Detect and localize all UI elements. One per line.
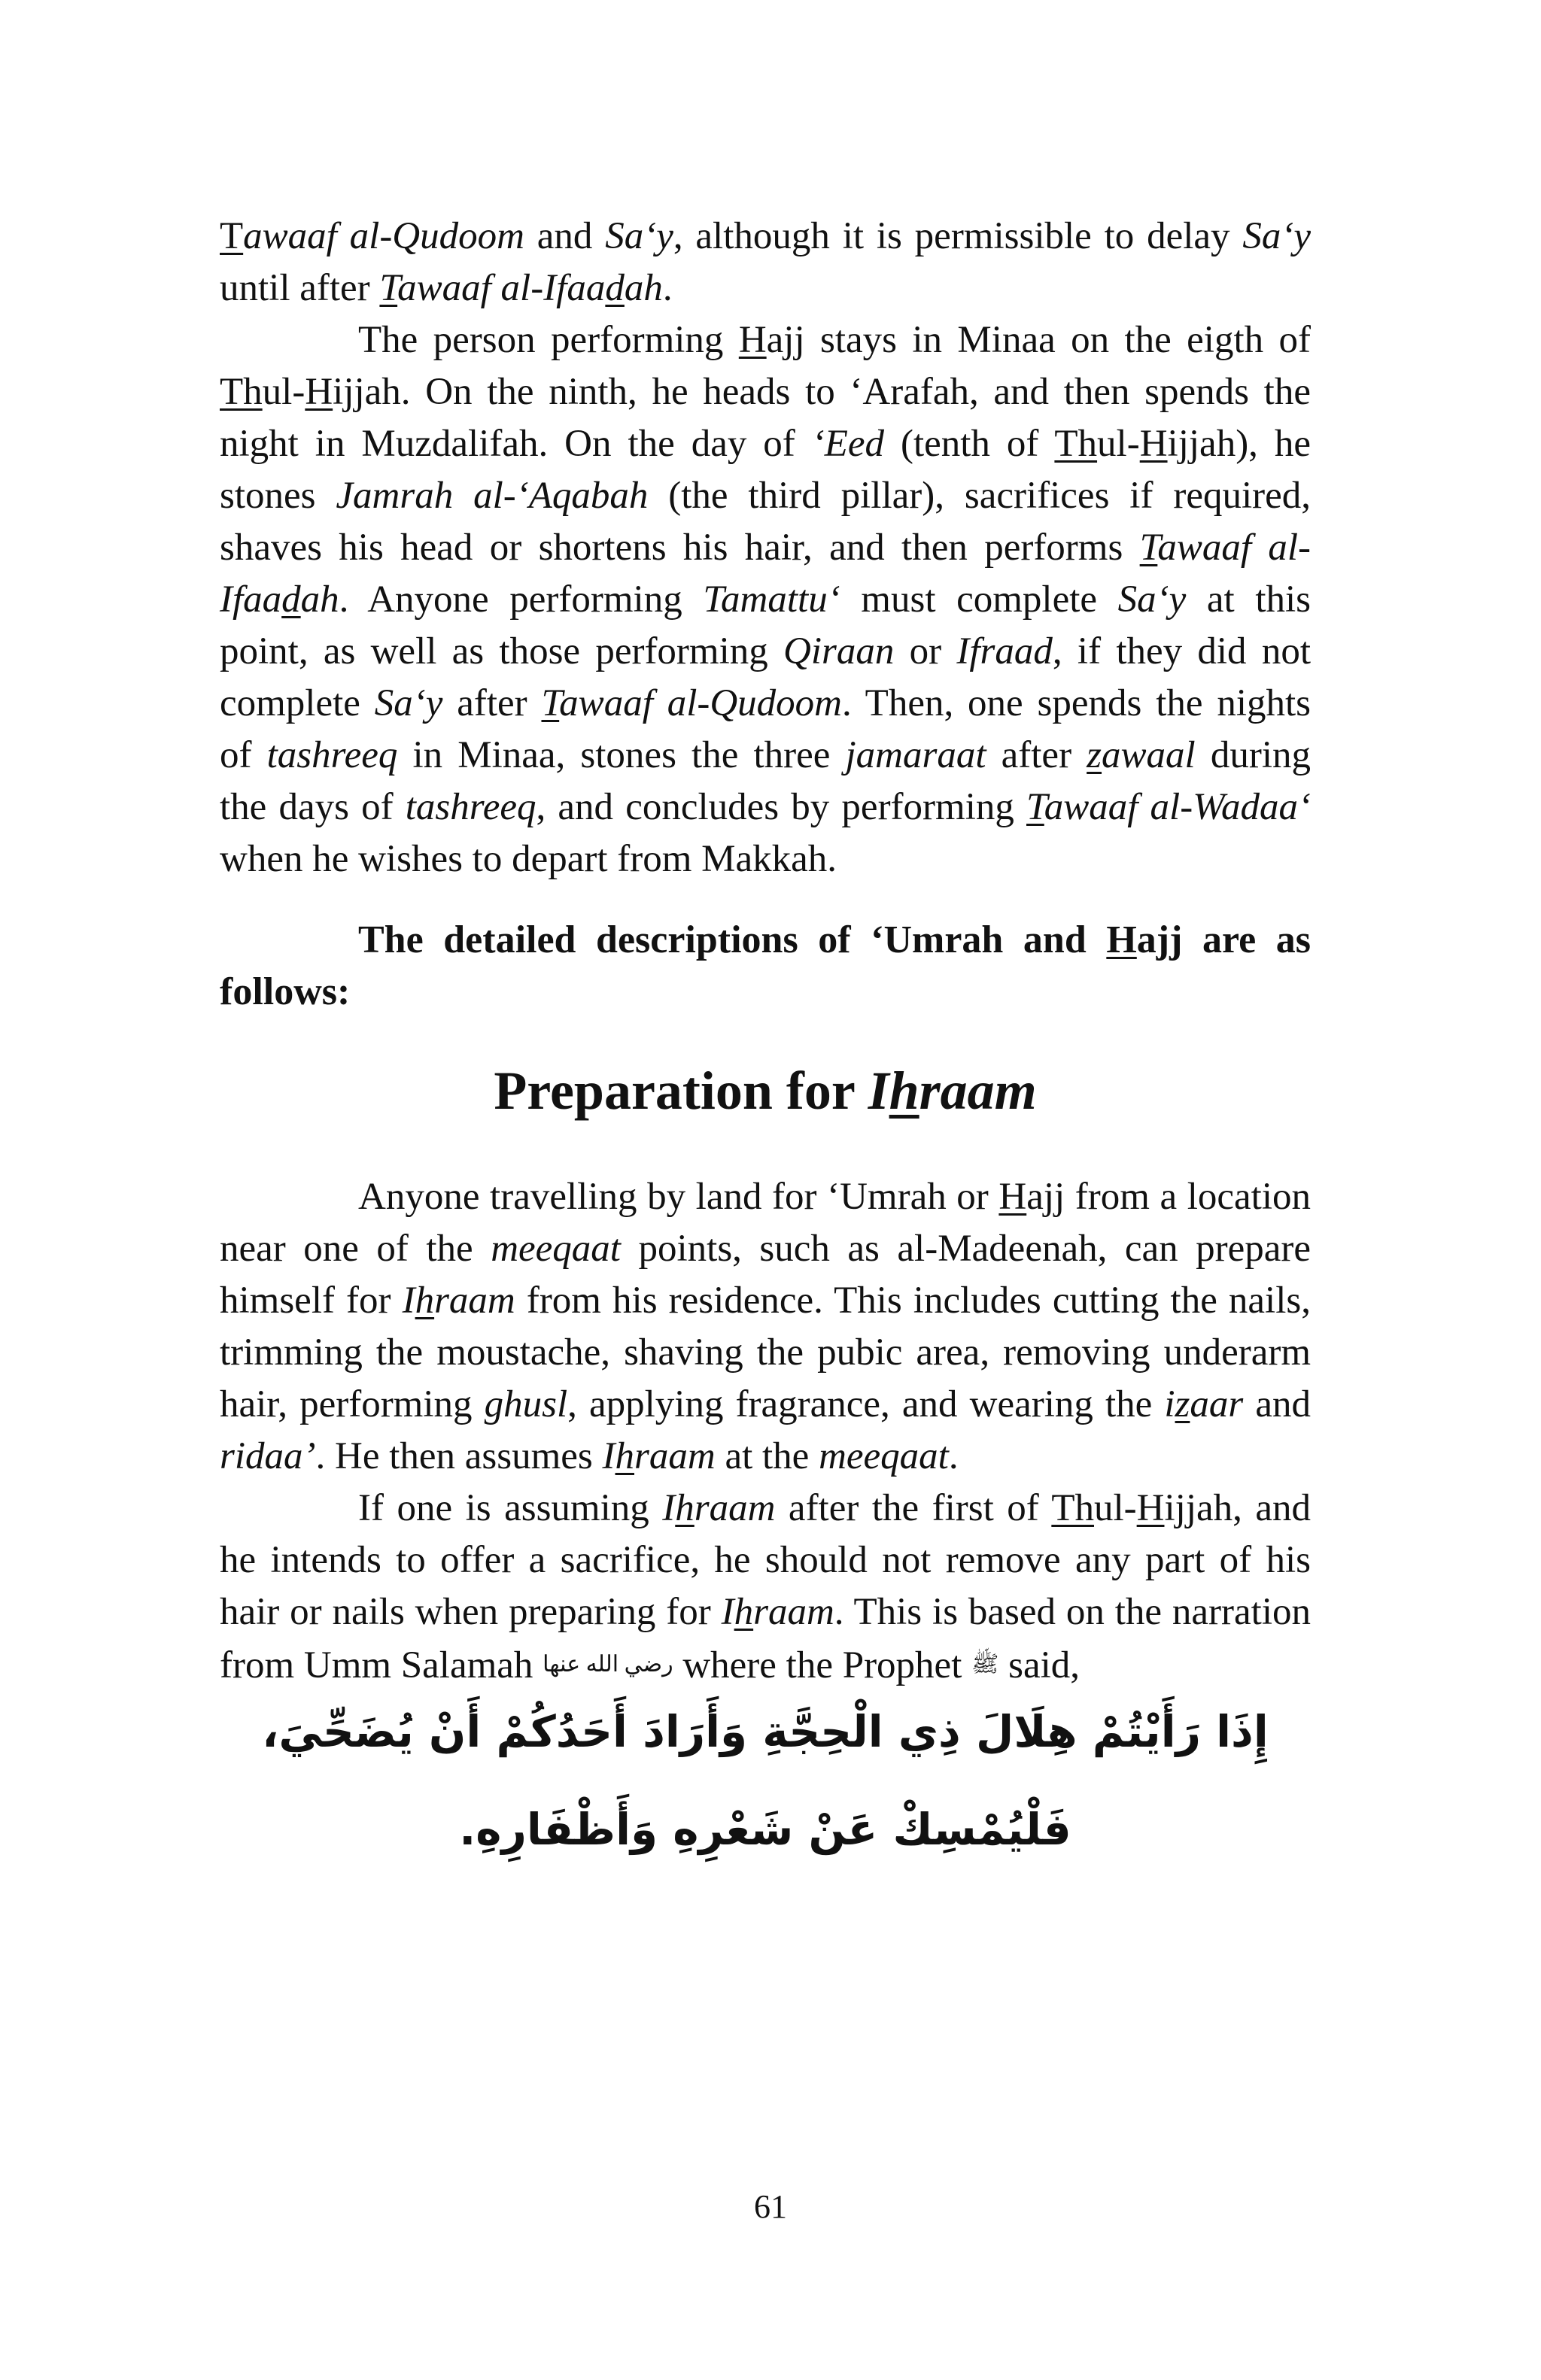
term-fragment: awaaf al-Ifaa xyxy=(220,527,1312,621)
underlined-letter: d xyxy=(281,578,301,621)
underlined-letter: T xyxy=(1026,786,1044,828)
text-run: ul- xyxy=(1097,423,1140,465)
term-fragment: I xyxy=(721,1591,734,1633)
underlined-letter: h xyxy=(734,1591,754,1633)
term-fragment: I xyxy=(662,1487,676,1529)
text-run: The detailed descriptions of ‘Umrah and xyxy=(358,918,1107,961)
hadith-arabic xyxy=(220,1704,1311,1857)
term-al-qudoom: al-Qudoom xyxy=(336,215,524,257)
text-run: at the xyxy=(715,1435,819,1477)
term-fragment: raam xyxy=(634,1435,716,1477)
text-run: (tenth of xyxy=(884,423,1055,465)
term-ghusl: ghusl xyxy=(484,1383,568,1425)
text-run: and xyxy=(524,215,606,257)
underlined-letter: H xyxy=(998,1176,1027,1218)
text-run: , although it is permissible to delay xyxy=(673,215,1243,257)
text-run: at this point, as well as those performing xyxy=(220,578,1312,672)
text-run: ajj stays in Minaa on the eigth of xyxy=(766,319,1311,361)
text-run: ajj from a location near one of the xyxy=(220,1176,1312,1270)
term-fragment: raam xyxy=(694,1487,776,1529)
underlined-letter: z xyxy=(1087,734,1102,776)
text-run: must complete xyxy=(840,578,1118,621)
underlined-letter: T xyxy=(1139,527,1158,569)
text-run: . Then, one spends the nights of xyxy=(220,682,1312,776)
text-run: , and concludes by performing xyxy=(536,786,1027,828)
text-run: Anyone travelling by land for ‘Umrah or xyxy=(358,1176,999,1218)
term-fragment: raam xyxy=(753,1591,834,1633)
text-run: after xyxy=(986,734,1087,776)
underlined-letter: T xyxy=(220,215,244,257)
underlined-letter: z xyxy=(1175,1383,1190,1425)
text-run: , if they did not complete xyxy=(220,630,1311,724)
text-run: and xyxy=(1243,1383,1311,1425)
text-run: . Anyone performing xyxy=(339,578,704,621)
text-run: where the Prophet xyxy=(673,1644,972,1686)
text-run: (the third pillar), sacrifices if required, shaves his head or shortens his hair, and then performs xyxy=(220,475,1311,569)
underlined-letter: H xyxy=(1139,423,1168,465)
term-say: Sa‘y xyxy=(374,682,443,724)
hadith-line-1: إِذَا رَأَيْتُمْ هِلَالَ ذِي الْحِجَّةِ وَأَرَادَ أَحَدُكُمْ أَنْ يُضَحِّيَ، xyxy=(262,1706,1269,1757)
term-jamaraat: jamaraat xyxy=(845,734,986,776)
term-fragment: awaal xyxy=(1102,734,1196,776)
term-ah: ah xyxy=(624,267,663,309)
text-run: from his residence. This includes cutting the nails, trimming the moustache, shaving the pubic area, removing underarm hair, performing xyxy=(220,1280,1311,1425)
text-run: ul- xyxy=(1093,1487,1137,1529)
text-run: If one is assuming xyxy=(358,1487,663,1529)
text-run: during the days of xyxy=(220,734,1311,828)
underlined-letter: H xyxy=(738,319,767,361)
underlined-letter: H xyxy=(1106,918,1137,961)
term-tashreeq: tashreeq xyxy=(405,786,536,828)
underlined-letter: Th xyxy=(1054,423,1098,465)
term-qiraan: Qiraan xyxy=(783,630,895,672)
underlined-letter: h xyxy=(675,1487,695,1529)
text-run: in Minaa, stones the three xyxy=(397,734,846,776)
text-run: . This is based on the narration from Umm Salamah xyxy=(220,1591,1311,1686)
term-jamrah: Jamrah al-‘Aqabah xyxy=(336,475,649,517)
text-run: ijjah. On the ninth, he heads to ‘Arafah, and then spends the night in Muzdalifah. On the day of xyxy=(220,371,1311,465)
text-run: . He then assumes xyxy=(315,1435,603,1477)
term-fragment: I xyxy=(602,1435,615,1477)
term-say: Sa‘y xyxy=(605,215,673,257)
term-fragment: ah xyxy=(300,578,339,621)
text-run: The person performing xyxy=(358,319,739,361)
text-run: , applying fragrance, and wearing the xyxy=(567,1383,1165,1425)
text-run: after xyxy=(442,682,542,724)
detailed-descriptions-intro xyxy=(220,914,1311,1018)
paragraph-tawaaf-continuation xyxy=(220,211,1311,314)
underlined-letter: H xyxy=(1136,1487,1165,1529)
term-say: Sa‘y xyxy=(1117,578,1187,621)
underlined-letter: T xyxy=(379,267,398,309)
term-fragment: awaaf al-Wadaa‘ xyxy=(1044,786,1311,828)
text-run: said, xyxy=(998,1644,1081,1686)
section-heading xyxy=(220,1057,1311,1125)
underlined-letter: Th xyxy=(220,371,263,413)
underlined-letter: Th xyxy=(1051,1487,1094,1529)
text-run: ajj are as follows: xyxy=(220,918,1312,1013)
underlined-letter: T xyxy=(541,682,560,724)
salutation-glyph: ﷺ xyxy=(971,1652,999,1677)
term-fragment: i xyxy=(1164,1383,1175,1425)
text-run: points, such as al-Madeenah, can prepare himself for xyxy=(220,1228,1311,1322)
paragraph-hajj-steps xyxy=(220,314,1311,885)
text-run: ijjah, and he intends to offer a sacrifice, he should not remove any part of his hair or nails when preparing for xyxy=(220,1487,1312,1633)
underlined-letter: h xyxy=(889,1061,919,1121)
underlined-letter: H xyxy=(305,371,333,413)
underlined-letter: h xyxy=(415,1280,435,1322)
term-fragment: aar xyxy=(1190,1383,1244,1425)
paragraph-dhul-hijjah-rule xyxy=(220,1483,1311,1692)
term-meeqaat: meeqaat xyxy=(819,1435,949,1477)
text-run: or xyxy=(894,630,957,672)
heading-term-letter: I xyxy=(868,1061,889,1121)
text-run: when he wishes to depart from Makkah. xyxy=(220,838,837,880)
text-run: after the first of xyxy=(775,1487,1052,1529)
honorific-glyph: رضي الله عنها xyxy=(543,1652,673,1677)
text-run: . xyxy=(948,1435,959,1477)
term-fragment: I xyxy=(402,1280,415,1322)
term-say: Sa‘y xyxy=(1242,215,1311,257)
term-fragment: awaaf al-Qudoom xyxy=(559,682,843,724)
term-tashreeq: tashreeq xyxy=(266,734,398,776)
heading-term-rest: raam xyxy=(919,1061,1037,1121)
text-run: ul- xyxy=(262,371,305,413)
heading-prefix: Preparation for xyxy=(494,1061,868,1121)
term-tawaaf-ifaa: awaaf al-Ifaa xyxy=(397,267,606,309)
term-fragment: raam xyxy=(434,1280,515,1322)
term-meeqaat: meeqaat xyxy=(491,1228,621,1270)
term-tamattu: Tamattu‘ xyxy=(703,578,840,621)
paragraph-preparation xyxy=(220,1171,1311,1483)
term-awaaf: awaaf xyxy=(243,215,337,257)
hadith-line-2: فَلْيُمْسِكْ عَنْ شَعْرِهِ وَأَظْفَارِهِ. xyxy=(459,1804,1071,1855)
underlined-letter: d xyxy=(605,267,625,309)
term-eed: ‘Eed xyxy=(811,423,885,465)
underlined-letter: h xyxy=(615,1435,634,1477)
text-run: ijjah), he stones xyxy=(220,423,1312,517)
text-run: . xyxy=(662,267,673,309)
page-content xyxy=(220,211,1311,1857)
page-number: 61 xyxy=(754,2188,787,2225)
term-ifraad: Ifraad xyxy=(956,630,1053,672)
term-ridaa: ridaa’ xyxy=(220,1435,316,1477)
text-run: until after xyxy=(220,267,380,309)
